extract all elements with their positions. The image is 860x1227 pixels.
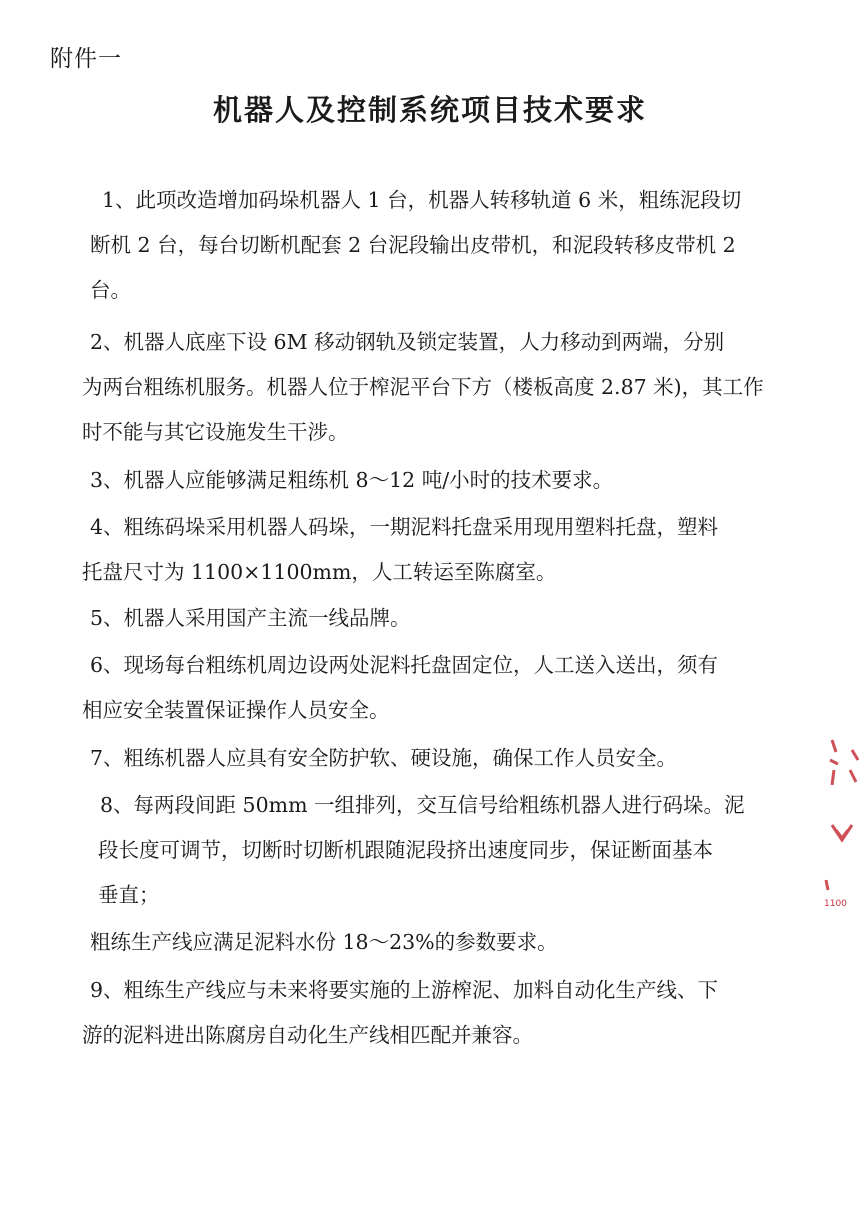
document-title: 机器人及控制系统项目技术要求 (212, 93, 647, 127)
req-1-line-3: 台。 (90, 278, 131, 302)
req-4-line-2: 托盘尺寸为 1100×1100mm，人工转运至陈腐室。 (82, 560, 557, 584)
req-2-line-1: 2、机器人底座下设 6M 移动钢轨及锁定装置，人力移动到两端，分别 (90, 330, 725, 354)
partial-seal-stamp (822, 730, 860, 910)
req-3-line-1: 3、机器人应能够满足粗练机 8～12 吨/小时的技术要求。 (90, 468, 614, 492)
req-9-line-2: 游的泥料进出陈腐房自动化生产线相匹配并兼容。 (82, 1023, 533, 1047)
req-2-line-2: 为两台粗练机服务。机器人位于榨泥平台下方（楼板高度 2.87 米)，其工作 (82, 375, 764, 399)
req-6-line-2: 相应安全装置保证操作人员安全。 (82, 698, 390, 722)
seal-fragment-text: 1100 (824, 899, 847, 909)
req-5-line-1: 5、机器人采用国产主流一线品牌。 (90, 606, 411, 630)
annex-label: 附件一 (50, 46, 122, 72)
req-1-line-2: 断机 2 台，每台切断机配套 2 台泥段输出皮带机，和泥段转移皮带机 2 (90, 233, 736, 257)
req-6-line-1: 6、现场每台粗练机周边设两处泥料托盘固定位，人工送入送出，须有 (90, 653, 719, 677)
req-7-line-1: 7、粗练机器人应具有安全防护软、硬设施，确保工作人员安全。 (90, 746, 678, 770)
req-8-line-2: 段长度可调节，切断时切断机跟随泥段挤出速度同步，保证断面基本 (98, 838, 713, 862)
req-1-line-1: 1、此项改造增加码垛机器人 1 台，机器人转移轨道 6 米，粗练泥段切 (102, 188, 742, 212)
requirement-1 (102, 178, 822, 223)
req-8-line-3: 垂直； (98, 883, 160, 907)
req-4-line-1: 4、粗练码垛采用机器人码垛，一期泥料托盘采用现用塑料托盘，塑料 (90, 515, 719, 539)
req-8-line-1: 8、每两段间距 50mm 一组排列，交互信号给粗练机器人进行码垛。泥 (100, 793, 745, 817)
req-2-line-3: 时不能与其它设施发生干涉。 (82, 420, 349, 444)
req-9-line-1: 9、粗练生产线应与未来将要实施的上游榨泥、加料自动化生产线、下 (90, 978, 719, 1002)
req-8-line-4: 粗练生产线应满足泥料水份 18～23%的参数要求。 (90, 930, 558, 954)
